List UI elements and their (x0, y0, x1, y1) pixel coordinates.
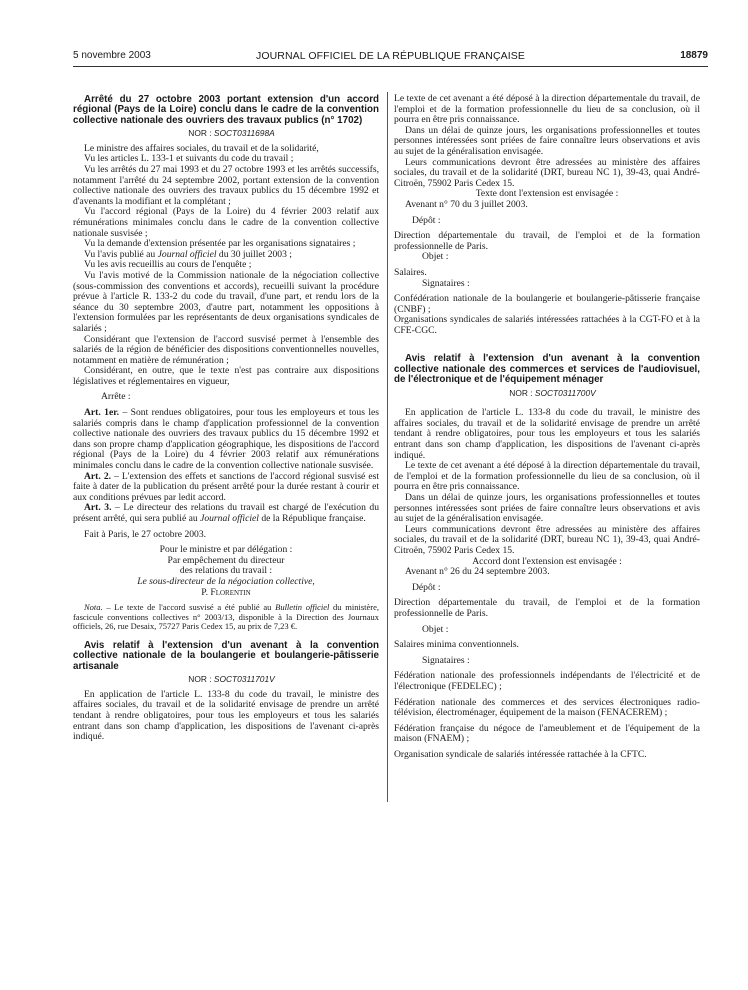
signatory: Fédération nationale des commerces et des services électroniques radio-télévision, électroménager, équipement de la maison (FENACEREM) ; (394, 696, 700, 719)
nor-code: SOCT0311700V (534, 387, 596, 398)
paragraph: En application de l'article L. 133-8 du code du travail, le ministre des affaires sociales, du travail et de la solidarité envisage de prendre un arrêté tendant à rendre obligatoires, pour tous les employeurs et tous les salariés entrant dans son champ d'application, les dispositions de l'avenant ci-après indiqué. (73, 688, 379, 743)
signature-line: des relations du travail : (179, 565, 273, 577)
paragraph: Vu l'avis motivé de la Commission nationale de la négociation collective (sous-commission des conventions et accords), recueilli suivant la procédure prévue à l'article R. 133-2 du code du travail, d'une part, et rendu lors de la séance du 30 septembre 2003, d'autre part, notamment les oppositions à l'extension formulées par les représentants de deux organisations syndicales de salariés ; (73, 269, 379, 334)
bulletin-officiel-ref: Bulletin officiel (275, 602, 330, 613)
paragraph: Vu les avis recueillis au cours de l'enquête ; (84, 259, 252, 271)
paragraph: Le texte de cet avenant a été déposé à la direction départementale du travail, de l'emploi et de la formation professionnelle du lieu de sa conclusion, où il pourra en être pris connaissance. (394, 460, 700, 493)
paragraph: Leurs communications devront être adressées au ministère des affaires sociales, du travail et de la solidarité (DRT, bureau NC 1), 39-43, quai André-Citroën, 75902 Paris Cedex 15. (394, 156, 700, 189)
left-column (73, 95, 379, 743)
signatory: Confédération nationale de la boulangerie et boulangerie-pâtisserie française (CNBF) ; (394, 293, 700, 315)
section-label: Signataires : (422, 654, 470, 666)
page-header (73, 50, 708, 66)
paragraph: Salaires. (394, 266, 427, 278)
article-3 (73, 503, 379, 524)
avis-audiovisuel-article (394, 354, 700, 760)
section-label: Dépôt : (412, 581, 441, 593)
column-divider (387, 92, 388, 802)
arrete-nor (73, 128, 379, 139)
article-text: – Le directeur des relations du travail est chargé de l'exécution du présent arrêté, qui sera publié au (73, 502, 380, 524)
arrete-title: Arrêté du 27 octobre 2003 portant extension d'un accord régional (Pays de la Loire) conclu dans le cadre de la convention collective nationale des ouvriers des travaux publics (n° 1702) (73, 94, 379, 126)
nor-code: SOCT0311698A (213, 128, 275, 139)
signatory: Organisations syndicales de salariés intéressées rattachées à la CGT-FO et à la CFE-CGC. (394, 314, 700, 336)
section-label: Texte dont l'extension est envisagée : (475, 188, 619, 200)
paragraph: Vu les articles L. 133-1 et suivants du code du travail ; (84, 153, 294, 165)
avis-nor (73, 674, 379, 685)
avenant-ref: Avenant n° 26 du 24 septembre 2003. (405, 566, 550, 578)
avis-nor (394, 388, 700, 399)
paragraph: Vu la demande d'extension présentée par les organisations signataires ; (84, 238, 356, 250)
nota (73, 603, 379, 632)
nota-text: – Le texte de l'accord susvisé a été publié au (102, 602, 276, 613)
paragraph: Dans un délai de quinze jours, les organisations professionnelles et toutes personnes intéressées sont priées de faire connaître leurs observations et avis au sujet de la généralisation envisagée. (394, 124, 700, 157)
article-label: Art. 2. (84, 470, 112, 482)
paragraph: Dans un délai de quinze jours, les organisations professionnelles et toutes personnes intéressées sont priées de faire connaître leurs observations et avis au sujet de la généralisation envisagée. (394, 492, 700, 525)
arrete-article (73, 95, 379, 632)
section-label: Accord dont l'extension est envisagée : (472, 555, 622, 567)
avis-title: Avis relatif à l'extension d'un avenant à la convention collective nationale de la boulangerie et boulangerie-pâtisserie artisanale (73, 639, 379, 672)
avis-boulangerie-continued (394, 94, 700, 336)
signatory: Fédération française du négoce de l'ameublement et de l'équipement de la maison (FNAEM) ; (394, 722, 700, 745)
text-span: Vu l'avis publié au (84, 248, 158, 260)
paragraph: En application de l'article L. 133-8 du code du travail, le ministre des affaires sociales, du travail et de la solidarité envisage de prendre un arrêté tendant à rendre obligatoires, pour tous les employeurs et tous les salariés entrant dans son champ d'application, les dispositions de l'avenant ci-après indiqué. (394, 407, 700, 461)
page-number: 18879 (680, 50, 708, 61)
signature-line: Pour le ministre et par délégation : (159, 544, 293, 556)
header-date: 5 novembre 2003 (73, 50, 151, 61)
nor-code: SOCT0311701V (213, 674, 275, 685)
nor-label: NOR : (188, 674, 214, 685)
signature-role: Le sous-directeur de la négociation collective, (137, 575, 315, 587)
nota-label: Nota. (84, 602, 103, 613)
fait-a-paris: Fait à Paris, le 27 octobre 2003. (84, 528, 207, 540)
signatory: Organisation syndicale de salariés intéressée rattachée à la CFTC. (394, 748, 647, 760)
signatory: Fédération nationale des professionnels indépendants de l'électricité et de l'électronique (FEDELEC) ; (394, 670, 700, 692)
journal-officiel-ref: Journal officiel (200, 513, 259, 524)
section-label: Objet : (422, 251, 449, 263)
signature-line: Par empêchement du directeur (167, 554, 285, 566)
paragraph: Salaires minima conventionnels. (394, 639, 519, 651)
article-2 (73, 472, 379, 504)
article-label: Art. 3. (84, 502, 112, 514)
article-text: – Sont rendues obligatoires, pour tous les employeurs et tous les salariés compris dans le champ d'application professionnel de la convention collective nationale des ouvriers des travaux publics du 15 décembre 1992 et dans son propre champ d'application géographique, les dispositions de l'accord régional (Pays de la Loire) du 4 février 2003 relatif aux rémunérations minimales conclu dans le cadre de la convention collective nationale susvisée. (73, 407, 380, 472)
article-label: Art. 1er. (84, 407, 120, 419)
paragraph: Considérant que l'extension de l'accord susvisé permet à l'ensemble des salariés de la région de bénéficier des dispositions conventionnelles nouvelles, notamment en matière de rémunération ; (73, 333, 379, 366)
signature-block (73, 545, 379, 598)
section-label: Dépôt : (412, 214, 441, 226)
header-rule (73, 66, 708, 67)
avis-boulangerie-article (73, 641, 379, 743)
nor-label: NOR : (509, 387, 535, 398)
right-column (394, 94, 700, 761)
paragraph: Le ministre des affaires sociales, du travail et de la solidarité, (84, 142, 319, 154)
text-span: du 30 juillet 2003 ; (216, 248, 292, 260)
paragraph: Direction départementale du travail, de l'emploi et de la formation professionnelle de Paris. (394, 230, 700, 252)
signatory-name: P. Florentin (201, 586, 251, 598)
paragraph: Le texte de cet avenant a été déposé à la direction départementale du travail, de l'emploi et de la formation professionnelle du lieu de sa conclusion, où il pourra en être pris connaissance. (394, 93, 700, 126)
avenant-ref: Avenant n° 70 du 3 juillet 2003. (405, 198, 528, 210)
section-label: Signataires : (422, 277, 470, 289)
paragraph: Vu les arrêtés du 27 mai 1993 et du 27 octobre 1993 et les arrêtés successifs, notamment l'arrêté du 24 septembre 2002, portant extension de la convention collective nationale des ouvriers des travaux publics du 15 décembre 1992 et d'avenants la modifiant et la complétant ; (73, 164, 379, 207)
paragraph: Vu l'accord régional (Pays de la Loire) du 4 février 2003 relatif aux rémunérations minimales conclu dans le cadre de la convention collective nationale susvisée ; (73, 206, 379, 239)
article-1 (73, 408, 379, 472)
nota-text: du ministère, fascicule conventions collectives n° 2003/13, disponible à la Direction des Journaux officiels, 26, rue Desaix, 75727 Paris Cedex 15, au prix de 7,23 €. (73, 602, 379, 632)
arrete-heading: Arrête : (101, 391, 131, 403)
article-text: – L'extension des effets et sanctions de l'accord régional susvisé est faite à dater de la publication du présent arrêté pour la durée restant à courir et aux conditions prévues par ledit accord. (73, 470, 380, 503)
journal-title: JOURNAL OFFICIEL DE LA RÉPUBLIQUE FRANÇAISE (256, 50, 525, 62)
signature-line (73, 577, 379, 588)
paragraph: Considérant, en outre, que le texte n'est pas contraire aux dispositions législatives et réglementaires en vigueur, (73, 365, 379, 387)
section-label: Objet : (422, 623, 449, 635)
paragraph: Leurs communications devront être adressées au ministère des affaires sociales, du travail et de la solidarité (DRT, bureau NC 1), 39-43, quai André-Citroën, 75902 Paris Cedex 15. (394, 523, 700, 556)
paragraph: Direction départementale du travail, de l'emploi et de la formation professionnelle de Paris. (394, 597, 700, 619)
avis-title: Avis relatif à l'extension d'un avenant à la convention collective nationale des commerces et services de l'audiovisuel, de l'électronique et de l'équipement ménager (394, 353, 700, 386)
journal-officiel-ref: Journal officiel (157, 248, 217, 260)
article-text: de la République française. (258, 513, 366, 524)
nor-label: NOR : (188, 128, 214, 139)
